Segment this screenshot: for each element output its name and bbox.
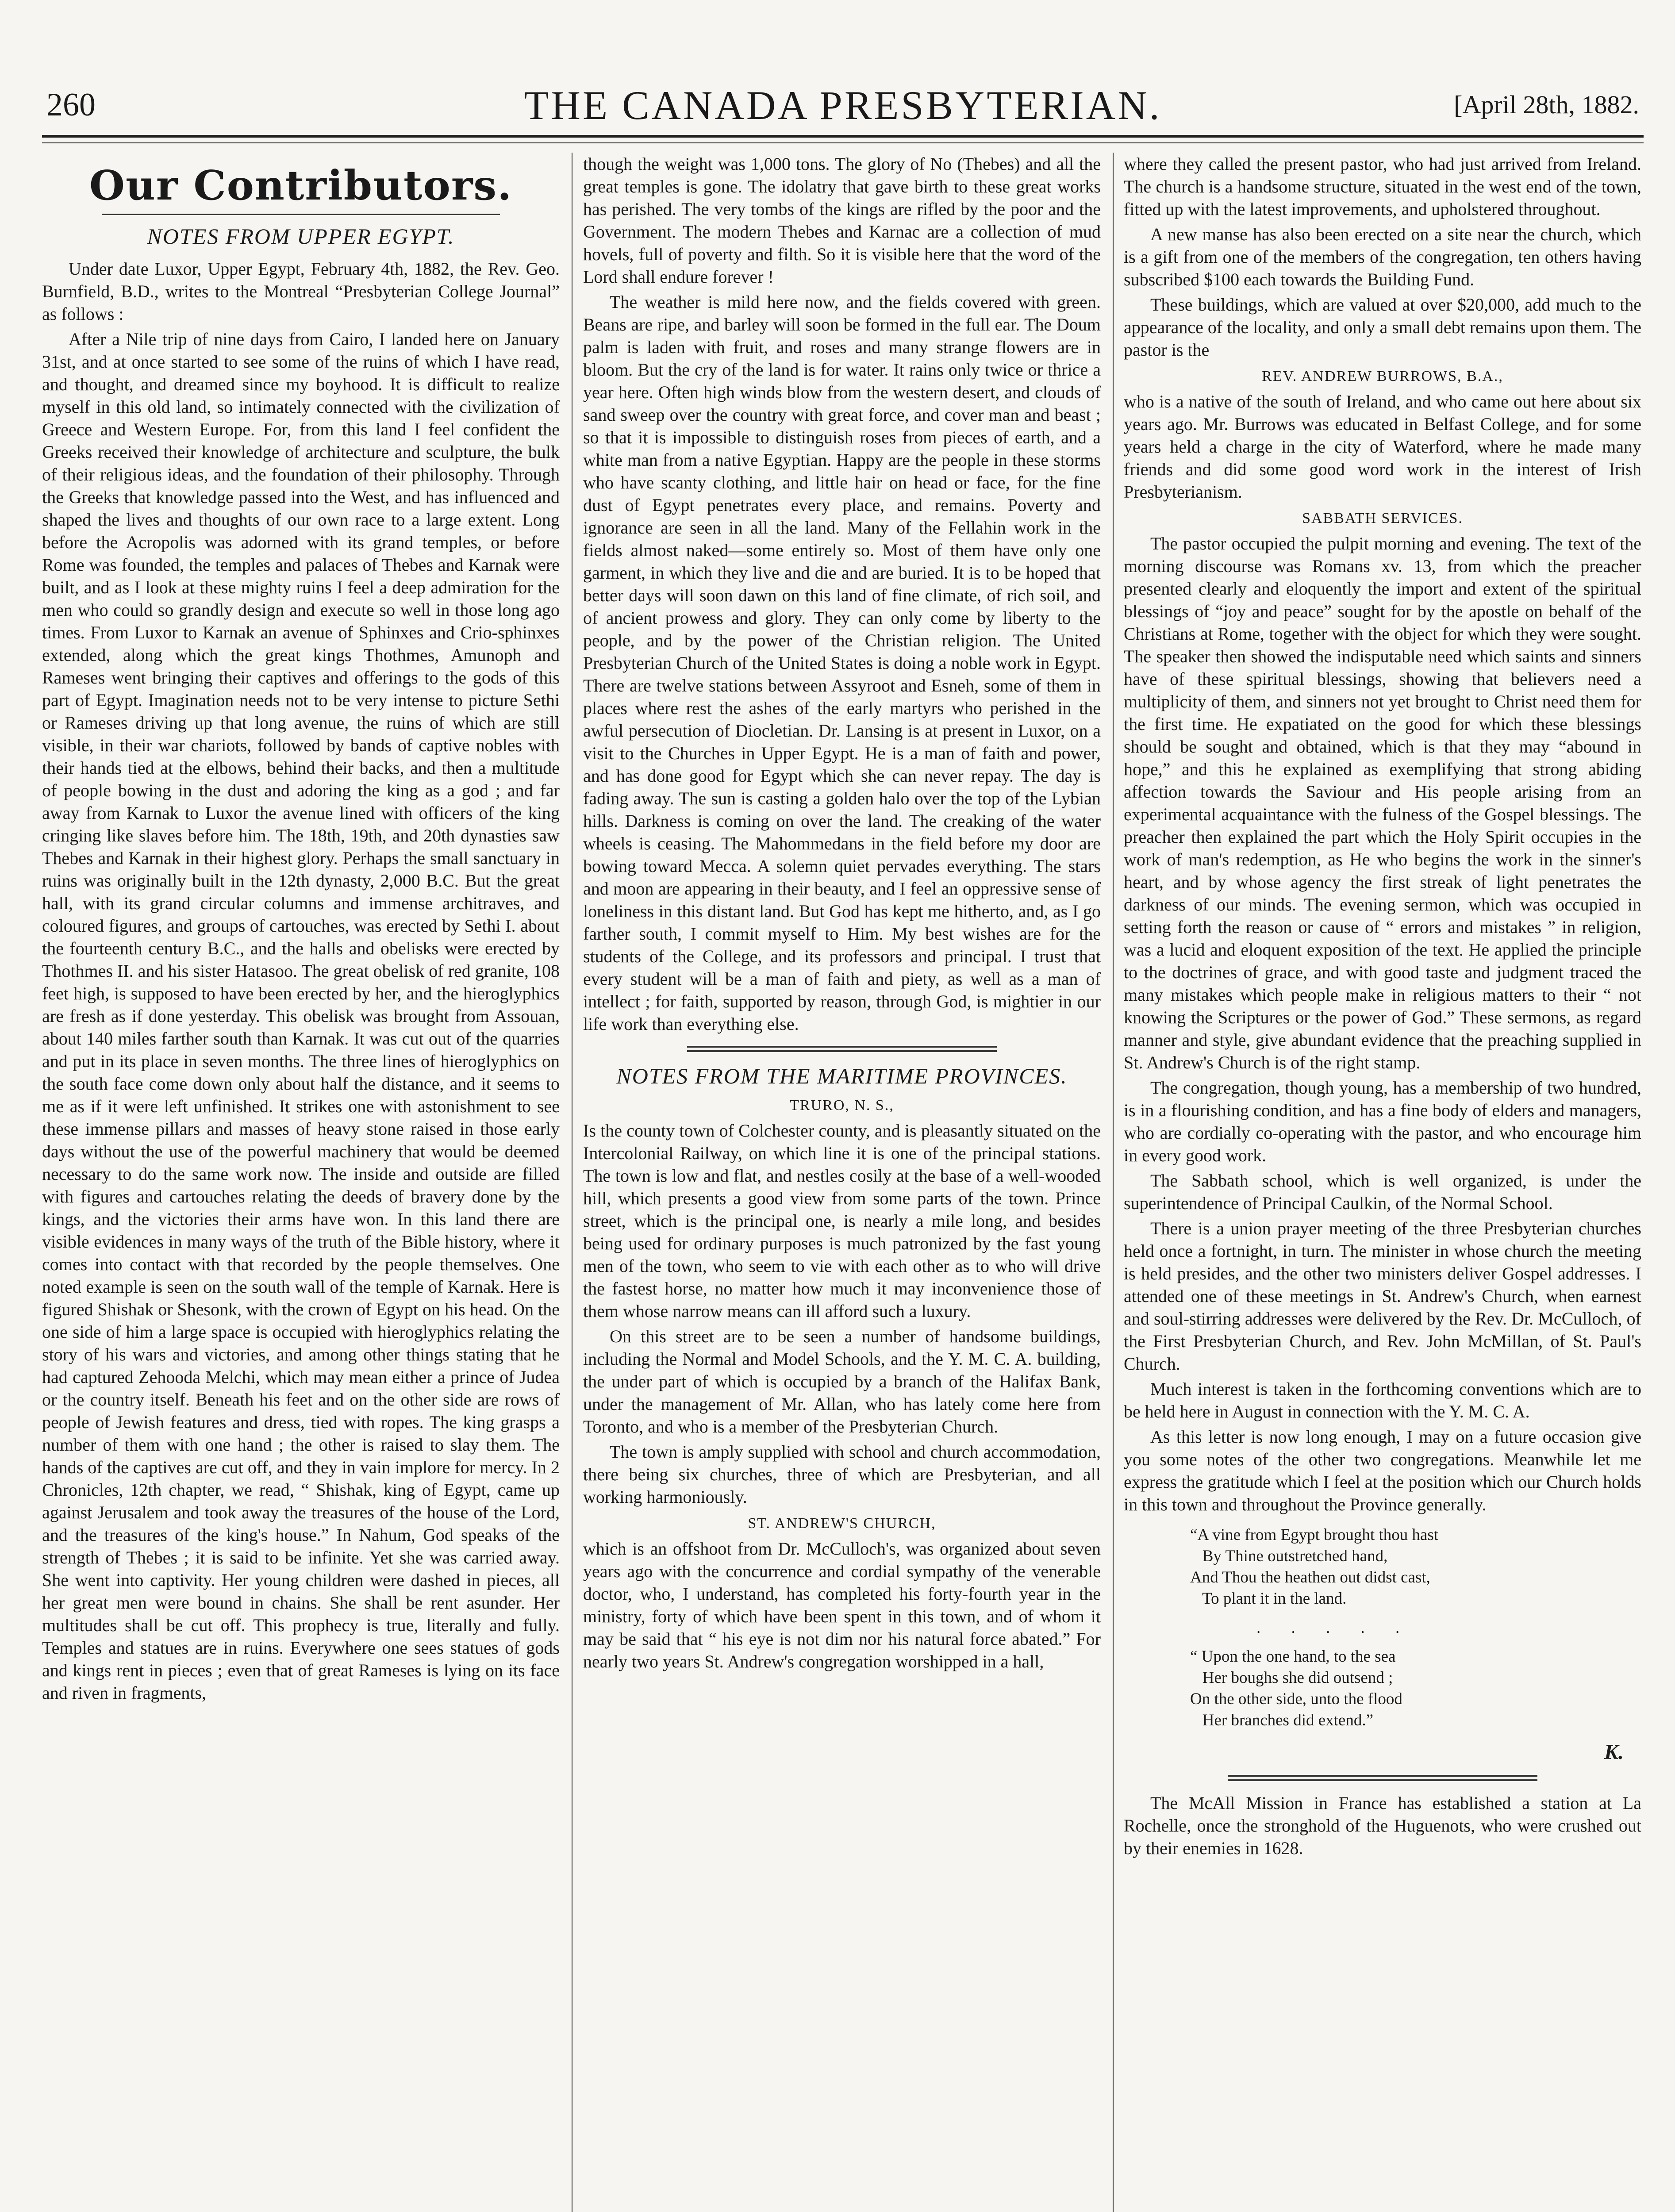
article-paragraph: A new manse has also been erected on a site near the church, which is a gift from one of the members of the congregation, ten others having subscribed $100 each towards the Building Fund. bbox=[1124, 224, 1641, 289]
newspaper-title: THE CANADA PRESBYTERIAN. bbox=[524, 83, 1162, 128]
poem-stanza-2 bbox=[1190, 1646, 1641, 1731]
article-paragraph: who is a native of the south of Ireland, and who came out here about six years ago. Mr. Burrows was educated in Belfast College, and for some years held a charge in the city of Waterford, where he made many friends and did some good word work in the interest of Irish Presbyterianism. bbox=[1124, 392, 1641, 502]
poem-line: Her boughs she did outsend ; bbox=[1190, 1669, 1393, 1687]
article-paragraph: These buildings, which are valued at over $20,000, add much to the appearance of the locality, and only a small debt remains upon them. The pastor is the bbox=[1124, 295, 1641, 360]
poem-line: Her branches did extend.” bbox=[1190, 1711, 1374, 1729]
section-rule bbox=[102, 214, 500, 215]
section-title: Our Contributors. bbox=[89, 161, 513, 209]
article-paragraph: The Sabbath school, which is well organized, is under the superintendence of Principal Caulkin, of the Normal School. bbox=[1124, 1171, 1641, 1213]
article-dateline: TRURO, N. S., bbox=[790, 1097, 894, 1114]
article-paragraph: As this letter is now long enough, I may on a future occasion give you some notes of the other two congregations. Meanwhile let me express the gratitude which I feel at the position which our Church holds in this town and throughout the Province generally. bbox=[1124, 1427, 1641, 1514]
column-2 bbox=[583, 153, 1101, 2212]
poem-line: To plant it in the land. bbox=[1190, 1590, 1347, 1608]
article-paragraph: The town is amply supplied with school and church accommodation, there being six churches, three of which are Presbyterian, and all working harmoniously. bbox=[583, 1442, 1101, 1507]
masthead bbox=[42, 82, 1644, 135]
article-title-egypt: NOTES FROM UPPER EGYPT. bbox=[147, 224, 455, 249]
article-paragraph: The weather is mild here now, and the fields covered with green. Beans are ripe, and barley will soon be formed in the full ear. The Doum palm is laden with fruit, and roses and many strange flowers are in bloom. But the cry of the land is for water. It rains only twice or thrice a year here. Often high winds blow from the western desert, and clouds of sand sweep over the country with great force, and cover man and beast ; so that it is impossible to distinguish roses from pieces of earth, and a white man from a native Egyptian. Happy are the people in these storms who have scanty clothing, and little hair on head or face, for the fine dust of Egypt penetrates every place, and remains. Poverty and ignorance are seen in all the land. Many of the Fellahin work in the fields almost naked—some entirely so. Most of them have only one garment, in which they live and die and are buried. It is to be hoped that better days will soon dawn on this land of fine climate, of rich soil, and of ancient prowess and glory. They can only come by liberty to the people, and by the power of the Christian religion. The United Presbyterian Church of the United States is doing a noble work in Egypt. There are twelve stations between Assyroot and Esneh, some of them in places where rest the ashes of the early martyrs who perished in the awful persecution of Diocletian. Dr. Lansing is at present in Luxor, on a visit to the Churches in Upper Egypt. He is a man of faith and power, and has done good for Egypt which she can never repay. The day is fading away. The sun is casting a golden halo over the top of the Lybian hills. Darkness is coming on over the land. The creaking of the water wheels is ceasing. The Mahommedans in the field before my door are bowing toward Mecca. A solemn quiet pervades everything. The stars and moon are appearing in their beauty, and I feel an oppressive sense of loneliness in this distant land. But God has kept me hitherto, and, as I go farther south, I commit myself to Him. My best wishes are for the students of the College, and its professors and principal. I trust that every student will be a man of faith and piety, as well as a man of intellect ; for faith, supported by reason, through God, is mightier in our life work than everything else. bbox=[583, 292, 1101, 1034]
article-paragraph: The congregation, though young, has a membership of two hundred, is in a flourishing condition, and has a fine body of elders and managers, who are cordially co-operating with the pastor, and who encourage him in every good work. bbox=[1124, 1078, 1641, 1165]
poem-line: By Thine outstretched hand, bbox=[1190, 1547, 1388, 1565]
article-paragraph: The pastor occupied the pulpit morning and evening. The text of the morning discourse was Romans xv. 13, from which the preacher presented clearly and eloquently the import and extent of the spiritual blessings of “joy and peace” sought for by the apostle on behalf of the Christians at Rome, together with the object for which they were sought. The speaker then showed the indisputable need which saints and sinners have of these spiritual blessings, showing that believers need a multiplicity of them, and sinners not yet brought to Christ need them for the first time. He expatiated on the good for which these blessings should be sought and obtained, which is that they may “abound in hope,” and this he explained as exemplifying that strong abiding affection towards the Saviour and His people arising from an experimental acquaintance with the fulness of the Gospel blessings. The preacher then explained the part which the Holy Spirit occupies in the work of man's redemption, as He who begins the work in the sinner's heart, and by whose agency the first streak of light penetrates the darkness of our minds. The evening sermon, which was occupied in setting forth the reason or cause of “ errors and mistakes ” in religion, was a lucid and eloquent exposition of the text. He applied the principle to the doctrines of grace, and with good taste and judgment traced the many mistakes which people make in religious matters to their “ not knowing the Scriptures or the power of God.” These sermons, as regard manner and style, give abundant evidence that the preaching supplied in St. Andrew's Church is of the right stamp. bbox=[1124, 534, 1641, 1072]
article-divider bbox=[1228, 1775, 1537, 1781]
footnote-paragraph: The McAll Mission in France has established a station at La Rochelle, once the stronghold of the Huguenots, who were crushed out by their enemies in 1628. bbox=[1124, 1793, 1641, 1858]
article-paragraph: where they called the present pastor, who had just arrived from Ireland. The church is a handsome structure, situated in the west end of the town, fitted up with the latest improvements, and upholstered throughout. bbox=[1124, 154, 1641, 219]
masthead-rule bbox=[42, 135, 1644, 138]
masthead-rule-thin bbox=[42, 142, 1644, 143]
article-paragraph: On this street are to be seen a number of handsome buildings, including the Normal and Model Schools, and the Y. M. C. A. building, the under part of which is occupied by a branch of the Halifax Bank, under the management of Mr. Allan, who has lately come here from Toronto, and who is a member of the Presbyterian Church. bbox=[583, 1326, 1101, 1436]
poem-ellipsis: . . . . . bbox=[1256, 1619, 1413, 1637]
subheading-pastor: REV. ANDREW BURROWS, B.A., bbox=[1262, 368, 1503, 384]
article-paragraph: though the weight was 1,000 tons. The glory of No (Thebes) and all the great temples is gone. The idolatry that gave birth to these great works has perished. The very tombs of the kings are rifled by the poor and the Government. The modern Thebes and Karnac are a collection of mud hovels, full of poverty and filth. So it is visible here that the word of the Lord shall endure forever ! bbox=[583, 154, 1101, 287]
article-paragraph: Much interest is taken in the forthcoming conventions which are to be held here in August in connection with the Y. M. C. A. bbox=[1124, 1379, 1641, 1421]
column-divider bbox=[1113, 153, 1114, 2212]
article-paragraph: Under date Luxor, Upper Egypt, February 4th, 1882, the Rev. Geo. Burnfield, B.D., writes to the Montreal “Presbyterian College Journal” as follows : bbox=[42, 259, 560, 324]
subheading-sabbath: SABBATH SERVICES. bbox=[1302, 510, 1463, 526]
article-title-maritime: NOTES FROM THE MARITIME PROVINCES. bbox=[616, 1064, 1068, 1088]
article-paragraph: which is an offshoot from Dr. McCulloch's, was organized about seven years ago with the concurrence and cordial sympathy of the venerable doctor, who, I understand, has completed his forty-fourth year in the ministry, forty of which have been spent in this town, and of whom it may be said that “ his eye is not dim nor his natural force abated.” For nearly two years St. Andrew's congregation worshipped in a hall, bbox=[583, 1539, 1101, 1671]
issue-date: [April 28th, 1882. bbox=[1454, 90, 1639, 119]
column-3 bbox=[1124, 153, 1641, 2212]
article-paragraph: There is a union prayer meeting of the three Presbyterian churches held once a fortnight, in turn. The minister in whose church the meeting is held presides, and the other two ministers deliver Gospel addresses. I attended one of these meetings in St. Andrew's Church, when earnest and soul-stirring addresses were delivered by the Rev. Dr. McCulloch, of the First Presbyterian Church, and Rev. John McMillan, of St. Paul's Church. bbox=[1124, 1218, 1641, 1374]
poem-line: “ Upon the one hand, to the sea bbox=[1190, 1647, 1396, 1666]
article-divider bbox=[687, 1046, 997, 1052]
page-number: 260 bbox=[46, 87, 96, 123]
column-1 bbox=[42, 153, 560, 2212]
article-paragraph: Is the county town of Colchester county, and is pleasantly situated on the Intercolonial Railway, on which line it is one of the principal stations. The town is low and flat, and nestles cosily at the base of a well-wooded hill, which presents a good view from some parts of the town. Prince street, which is the principal one, is nearly a mile long, and besides being used for ordinary purposes is much patronized by the fast young men of the town, who seem to vie with each other as to who will drive the fastest horse, no matter how much it may inconvenience those of them whose narrow means can ill afford such a luxury. bbox=[583, 1121, 1101, 1321]
poem-line: “A vine from Egypt brought thou hast bbox=[1190, 1526, 1439, 1544]
subheading-church: ST. ANDREW'S CHURCH, bbox=[748, 1515, 936, 1532]
poem-line: On the other side, unto the flood bbox=[1190, 1690, 1402, 1708]
poem-stanza-1 bbox=[1190, 1525, 1641, 1609]
author-signature: K. bbox=[1604, 1740, 1624, 1764]
poem-line: And Thou the heathen out didst cast, bbox=[1190, 1568, 1430, 1586]
article-paragraph: After a Nile trip of nine days from Cairo, I landed here on January 31st, and at once started to see some of the ruins of which I have read, and thought, and dreamed since my boyhood. It is difficult to realize myself in this old land, so intimately connected with the civilization of Greece and Western Europe. For, from this land I feel confident the Greeks received their knowledge of architecture and sculpture, the bulk of their religious ideas, and the foundation of their philosophy. Through the Greeks that knowledge passed into the West, and has influenced and shaped the lives and thoughts of our own race to a large extent. Long before the Acropolis was adorned with its grand temples, or before Rome was founded, the temples and palaces of Thebes and Karnak were built, and as I look at these mighty ruins I feel a deep admiration for the men who could so grandly design and execute so well in those long ago times. From Luxor to Karnak an avenue of Sphinxes and Crio-sphinxes extended, along which the great kings Thothmes, Amunoph and Rameses went bringing their captives and offerings to the gods of this part of Egypt. Imagination needs not to be very intense to picture Sethi or Rameses driving up that long avenue, the ruins of which are still visible, in their war chariots, followed by bands of captive nobles with their hands tied at the elbows, behind their backs, and then a multitude of people bowing in the dust and adoring the king as a god ; and far away from Karnak to Luxor the avenue lined with officers of the king cringing like slaves before him. The 18th, 19th, and 20th dynasties saw Thebes and Karnak in their highest glory. Perhaps the small sanctuary in ruins was originally built in the 12th dynasty, 2,000 B.C. But the great hall, with its grand circular columns and immense architraves, and coloured figures, and groups of cartouches, was erected by Sethi I. about the fourteenth century B.C., and the halls and obelisks were erected by Thothmes II. and his sister Hatasoo. The great obelisk of red granite, 108 feet high, is supposed to have been erected by her, and the hieroglyphics are fresh as if done yesterday. This obelisk was brought from Assouan, about 140 miles farther south than Karnak. It was cut out of the quarries and put in its place in seven months. The three lines of hieroglyphics on the south face come down only about half the distance, and it seems to me as if it were left unfinished. It strikes one with astonishment to see these immense pillars and masses of heavy stone raised in those early days without the use of the powerful machinery that would be deemed necessary to do the same work now. The inside and outside are filled with figures and cartouches relating the deeds of bravery done by the kings, and the victories their arms have won. In this land there are visible evidences in many ways of the truth of the Bible history, where it comes into contact with that recorded by the people themselves. One noted example is seen on the south wall of the temple of Karnak. Here is figured Shishak or Shesonk, with the crown of Egypt on his head. On the one side of him a large space is occupied with hieroglyphics relating the story of his wars and victories, and among other things stating that he had captured Zehooda Melchi, which may mean either a prince of Judea or the country itself. Beneath his feet and on the other side are rows of people of Jewish features and dress, tied with ropes. The king grasps a number of them with one hand ; the other is raised to slay them. The hands of the captives are cut off, and they in vain implore for mercy. In 2 Chronicles, 12th chapter, we read, “ Shishak, king of Egypt, came up against Jerusalem and took away the treasures of the house of the Lord, and the treasures of the king's house.” In Nahum, God speaks of the strength of Thebes ; it is said to be infinite. Yet she was carried away. She went into captivity. Her young children were dashed in pieces, all her great men were bound in chains. She shall be rent asunder. Her multitudes shall be cut off. This prophecy is true, literally and fully. Temples and statues are in ruins. Everywhere one sees statues of gods and kings rent in pieces ; even that of great Rameses is lying on its face and riven in fragments, bbox=[42, 329, 560, 1703]
